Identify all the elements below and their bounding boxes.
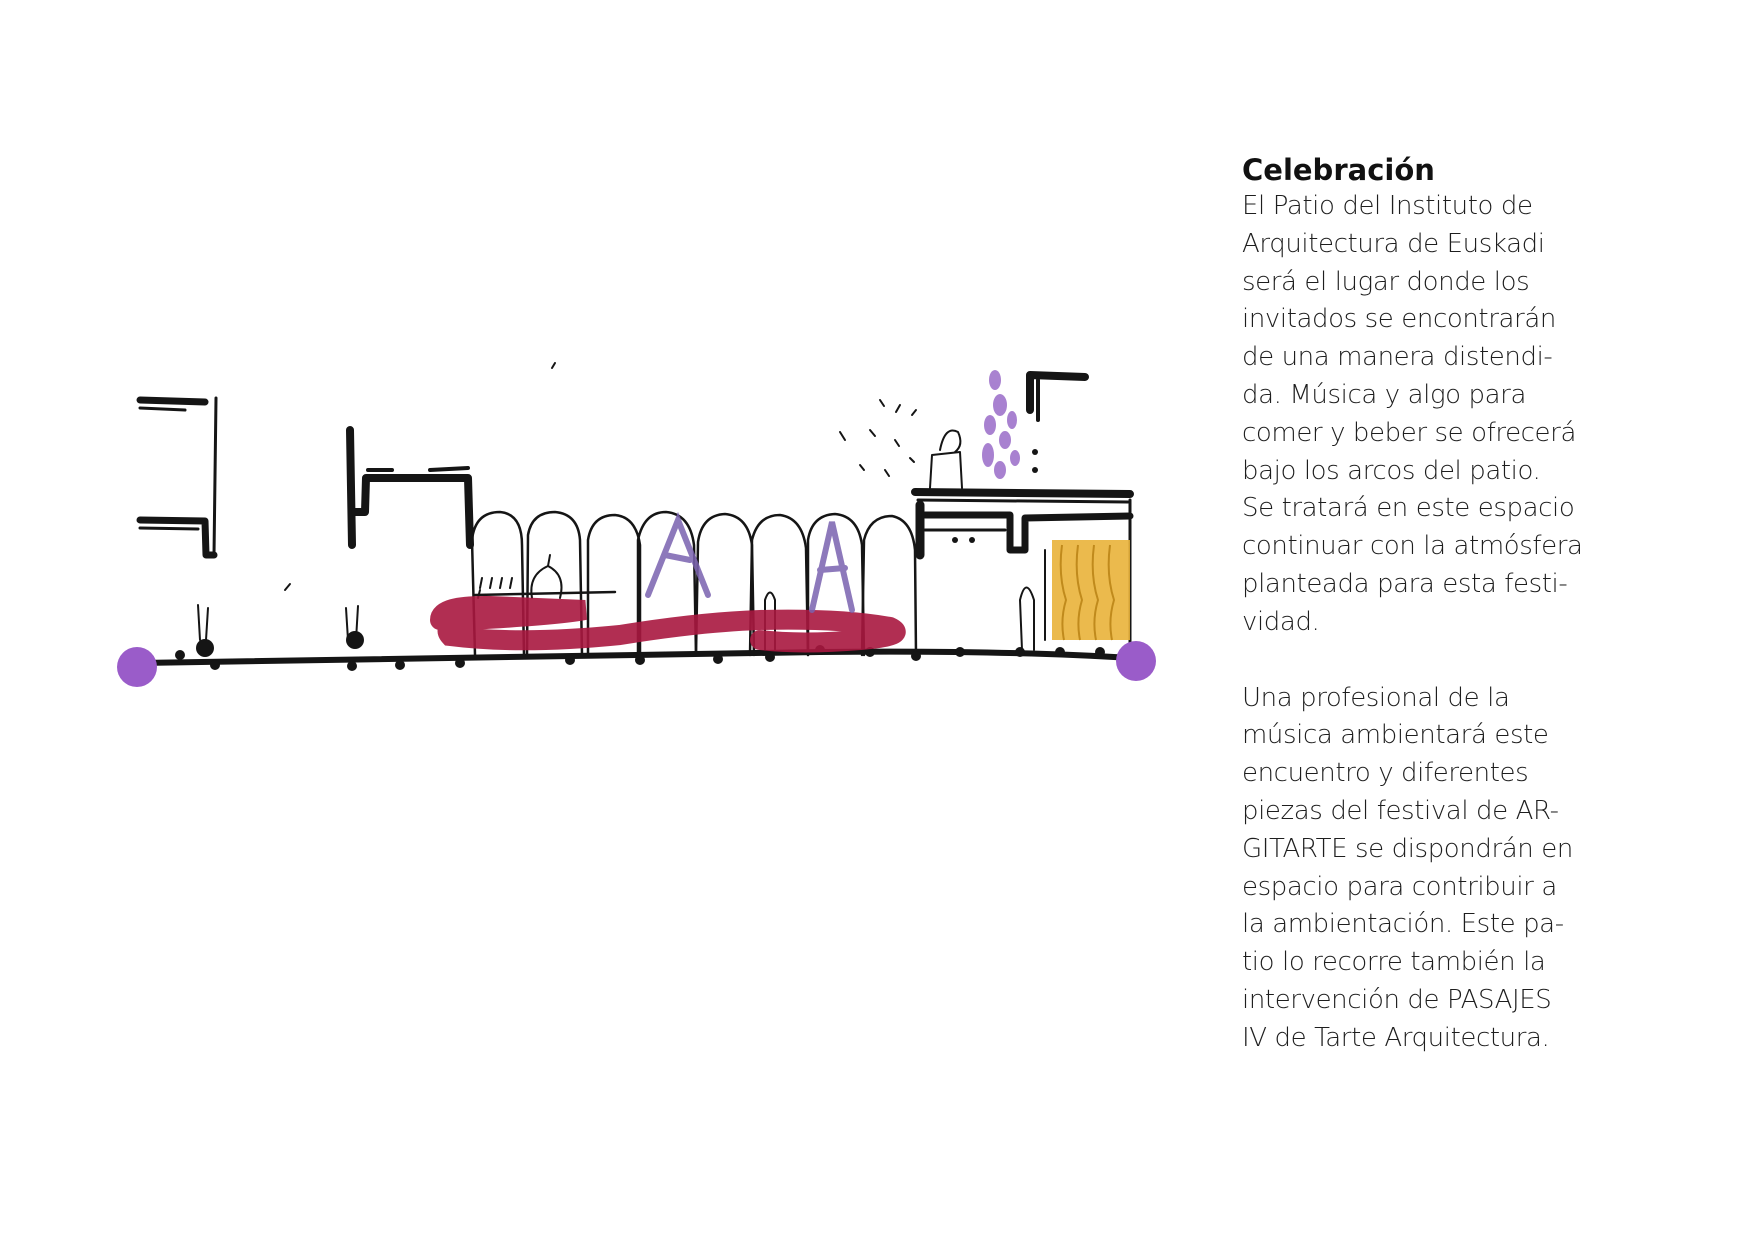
text-line: de una manera distendi- [1242,342,1553,373]
text-line: continuar con la atmósfera [1242,531,1583,562]
sketch-strokes [140,363,1132,663]
text-line: vidad. [1242,606,1320,637]
paragraph-1 [1242,188,1742,642]
text-line: GITARTE se dispondrán en [1242,833,1573,864]
text-line: intervención de PASAJES [1242,984,1552,1015]
page-title: Celebración [1242,153,1435,187]
yellow-marker-block [1052,540,1130,640]
text-panel [1242,152,1742,1058]
text-line: Arquitectura de Euskadi [1242,228,1545,259]
text-line: El Patio del Instituto de [1242,191,1533,221]
text-line: Una profesional de la [1242,682,1510,713]
text-line: tio lo recorre también la [1242,947,1546,978]
text-line: bajo los arcos del patio. [1242,455,1541,486]
text-line: la ambientación. Este pa- [1242,909,1564,940]
text-line: invitados se encontrarán [1242,304,1556,335]
red-marker-path [440,606,896,643]
text-line: encuentro y diferentes [1242,758,1529,789]
text-line: comer y beber se ofrecerá [1242,417,1576,448]
text-line: música ambientará este [1242,720,1549,751]
left-endpoint-marker [117,647,157,687]
text-line: Se tratará en este espacio [1242,493,1575,524]
text-line: será el lugar donde los [1242,266,1530,297]
text-line: planteada para esta festi- [1242,568,1568,599]
paragraph-2 [1242,680,1742,1058]
text-line: espacio para contribuir a [1242,871,1557,902]
paragraph-gap [1242,642,1742,680]
text-line: IV de Tarte Arquitectura. [1242,1022,1550,1053]
violet-dots [982,370,1020,479]
text-line: piezas del festival de AR- [1242,795,1559,826]
right-endpoint-marker [1116,641,1156,681]
text-line: da. Música y algo para [1242,379,1526,410]
